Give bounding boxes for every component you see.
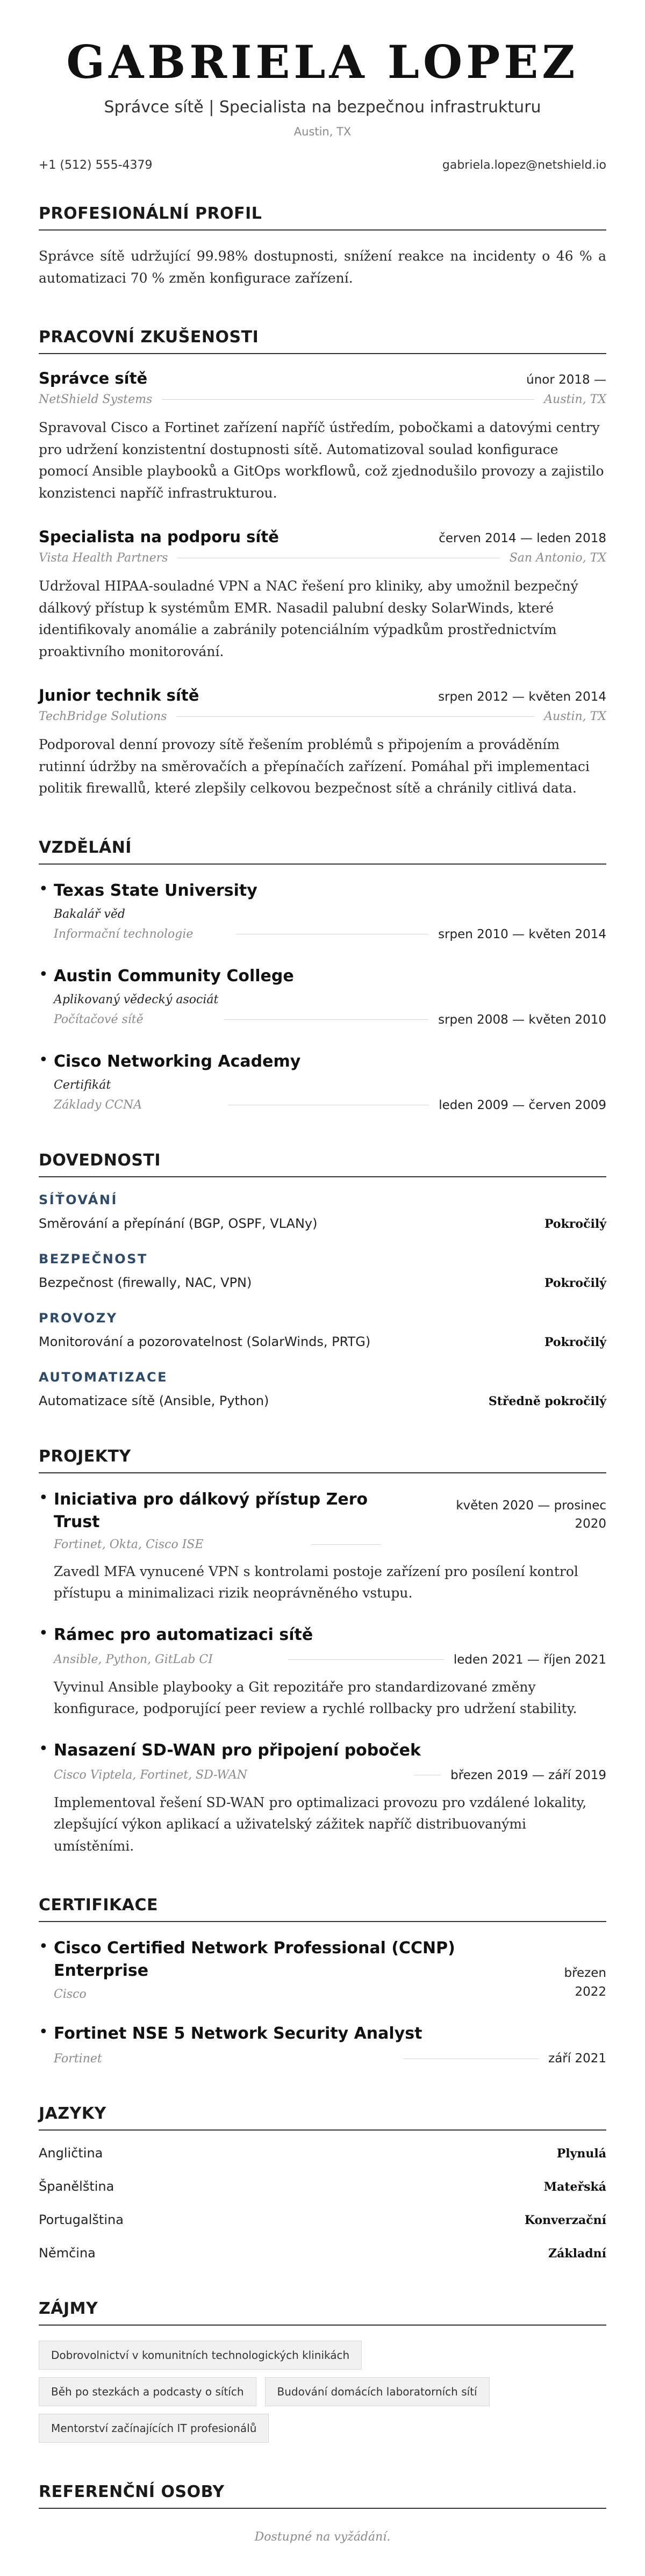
- project-date: [456, 1496, 606, 1534]
- job-location: Austin, TX: [544, 710, 606, 724]
- certification-name: • Fortinet NSE 5 Network Security Analyst: [54, 2024, 422, 2043]
- language-row: [39, 2179, 606, 2194]
- skill-name: Bezpečnost (firewally, NAC, VPN): [39, 1275, 252, 1290]
- candidate-location: Austin, TX: [293, 125, 352, 139]
- language-row: [39, 2246, 606, 2261]
- field-of-study: Počítačové sítě: [54, 1013, 144, 1027]
- skill-level: Středně pokročilý: [488, 1394, 606, 1408]
- job-date: červen 2014 — leden 2018: [439, 531, 606, 546]
- project-tech: Fortinet, Okta, Cisco ISE: [54, 1537, 204, 1551]
- leader-line: [162, 399, 534, 400]
- section-title: PROFESIONÁLNÍ PROFIL: [39, 204, 606, 231]
- certification-item: [39, 1937, 606, 2001]
- references-section: [39, 2483, 606, 2544]
- project-tech: Cisco Viptela, Fortinet, SD-WAN: [54, 1768, 248, 1782]
- leader-line: [176, 716, 534, 717]
- project-name: • Rámec pro automatizaci sítě: [54, 1625, 313, 1644]
- interest-chips-row: [39, 2414, 606, 2450]
- job-description: Spravoval Cisco a Fortinet zařízení napříč ústředím, pobočkami a datovými centry pro udržení konzistentní dostupnosti sítě. Automatizoval soulad konfigurace pomocí Ansible playbooků a GitOps workflowů, což zjednodušilo provozy a zajistilo konzistenci napříč infrastrukturou.: [39, 420, 604, 501]
- project-item: [39, 1488, 606, 1604]
- project-tech: Ansible, Python, GitLab CI: [54, 1653, 213, 1667]
- project-date-line: květen 2020 — prosinec: [456, 1498, 606, 1513]
- education-item: [39, 965, 606, 1027]
- degree-name: Aplikovaný vědecký asociát: [54, 992, 219, 1006]
- certification-issuer: Fortinet: [54, 2052, 102, 2066]
- field-of-study: Základy CCNA: [54, 1098, 142, 1112]
- skill-level: Pokročilý: [544, 1335, 606, 1349]
- section-title: ZÁJMY: [39, 2299, 606, 2326]
- leader-line: [311, 1544, 381, 1545]
- skill-category: AUTOMATIZACE: [39, 1369, 168, 1385]
- section-title: PRACOVNÍ ZKUŠENOSTI: [39, 328, 606, 354]
- candidate-name: GABRIELA LOPEZ: [66, 35, 579, 89]
- school-name: • Cisco Networking Academy: [54, 1052, 301, 1071]
- skill-name: Směrování a přepínání (BGP, OSPF, VLANy): [39, 1215, 318, 1231]
- project-date-line: 2020: [575, 1517, 606, 1531]
- job-location: San Antonio, TX: [509, 551, 606, 565]
- language-name: Portugalština: [39, 2212, 124, 2228]
- certification-date-line: 2022: [575, 1984, 606, 1999]
- skill-group: [39, 1311, 606, 1349]
- project-name: • Iniciativa pro dálkový přístup Zero Trust: [54, 1490, 368, 1531]
- education-date: leden 2009 — červen 2009: [439, 1098, 606, 1112]
- job-location: Austin, TX: [544, 393, 606, 407]
- skill-group: [39, 1251, 606, 1290]
- job-role: Správce sítě: [39, 369, 148, 388]
- education-date: srpen 2008 — květen 2010: [438, 1012, 606, 1027]
- language-level: Plynulá: [556, 2147, 606, 2161]
- section-title: REFERENČNÍ OSOBY: [39, 2483, 606, 2509]
- profile-section: [39, 204, 606, 289]
- skill-level: Pokročilý: [544, 1217, 606, 1231]
- certification-issuer: Cisco: [54, 1988, 87, 2002]
- interest-chip: Běh po stezkách a podcasty o sítích: [39, 2377, 256, 2406]
- language-level: Základní: [548, 2247, 606, 2261]
- certification-date: [564, 1964, 606, 2001]
- certifications-section: [39, 1896, 606, 2066]
- phone-number: +1 (512) 555-4379: [39, 159, 153, 172]
- job-role: Junior technik sítě: [39, 686, 199, 705]
- project-date: leden 2021 — říjen 2021: [453, 1652, 606, 1667]
- certification-item: [39, 2023, 606, 2066]
- job-description: Udržoval HIPAA-souladné VPN a NAC řešení pro kliniky, aby umožnil bezpečný dálkový přístup k systémům EMR. Nasadil palubní desky SolarWinds, které identifikovaly anomálie a zabránily potenciálním výpadkům prostřednictvím proaktivního monitorování.: [39, 578, 578, 659]
- certification-name: • Cisco Certified Network Professional (CCNP) Enterprise: [54, 1939, 455, 1981]
- section-title: JAZYKY: [39, 2104, 606, 2131]
- job-company: TechBridge Solutions: [39, 710, 167, 724]
- projects-section: [39, 1447, 606, 1858]
- project-description: Zavedl MFA vynucené VPN s kontrolami postoje zařízení pro posílení kontrol přístupu a minimalizaci rizik neoprávněného vstupu.: [54, 1563, 578, 1601]
- interest-chips-row: [39, 2377, 606, 2414]
- interest-chips: [39, 2341, 606, 2377]
- experience-item: [39, 686, 606, 800]
- job-description: Podporoval denní provozy sítě řešením problémů s připojením a prováděním rutinní údržby na směrovačích a přepínačích zařízení. Pomáhal při implementaci politik firewallů, které zlepšily celkovou bezpečnost sítě a chránily citlivá data.: [39, 737, 590, 796]
- job-company: NetShield Systems: [39, 393, 153, 407]
- project-name: • Nasazení SD-WAN pro připojení poboček: [54, 1740, 421, 1760]
- degree-name: Bakalář věd: [54, 907, 125, 921]
- resume-header: [39, 35, 606, 172]
- project-description: Implementoval řešení SD-WAN pro optimalizaci provozu pro vzdálené lokality, zlepšující výkon aplikací a uživatelský zážitek napříč distribuovanými umístěními.: [54, 1794, 587, 1854]
- education-date: srpen 2010 — květen 2014: [438, 927, 606, 941]
- school-name: • Austin Community College: [54, 966, 294, 985]
- skill-level: Pokročilý: [544, 1276, 606, 1290]
- project-description: Vyvinul Ansible playbooky a Git repozitáře pro standardizované změny konfigurace, podporující peer review a rychlé rollbacky pro udržení stability.: [54, 1679, 577, 1717]
- interests-section: [39, 2299, 606, 2450]
- language-row: [39, 2212, 606, 2227]
- email-address: gabriela.lopez@netshield.io: [442, 159, 606, 172]
- field-of-study: Informační technologie: [54, 927, 194, 941]
- skills-section: [39, 1151, 606, 1408]
- section-title: DOVEDNOSTI: [39, 1151, 606, 1177]
- skill-category: BEZPEČNOST: [39, 1251, 148, 1267]
- experience-item: [39, 369, 606, 504]
- skill-category: SÍŤOVÁNÍ: [39, 1192, 118, 1207]
- skill-group: [39, 1370, 606, 1408]
- experience-section: [39, 328, 606, 800]
- interest-chip: Mentorství začínajících IT profesionálů: [39, 2414, 269, 2443]
- language-level: Mateřská: [543, 2180, 606, 2194]
- project-item: [39, 1739, 606, 1858]
- certification-date-line: březen: [564, 1966, 606, 1981]
- section-title: CERTIFIKACE: [39, 1896, 606, 1922]
- job-company: Vista Health Partners: [39, 551, 168, 565]
- profile-text: Správce sítě udržující 99.98% dostupnosti, snížení reakce na incidenty o 46 % a automatizaci 70 % změn konfigurace zařízení.: [39, 248, 606, 286]
- interest-chip: Budování domácích laboratorních sítí: [265, 2377, 490, 2406]
- contact-row: [39, 159, 606, 172]
- experience-item: [39, 528, 606, 663]
- job-date: únor 2018 —: [526, 373, 606, 387]
- references-text: Dostupné na vyžádání.: [254, 2530, 391, 2544]
- job-date: srpen 2012 — květen 2014: [438, 690, 606, 704]
- language-name: Němčina: [39, 2246, 96, 2261]
- project-date: březen 2019 — září 2019: [450, 1768, 606, 1782]
- language-level: Konverzační: [524, 2213, 606, 2228]
- languages-section: [39, 2104, 606, 2261]
- education-section: [39, 838, 606, 1112]
- degree-name: Certifikát: [54, 1078, 111, 1092]
- language-name: Angličtina: [39, 2146, 103, 2161]
- education-item: [39, 1050, 606, 1112]
- language-name: Španělština: [39, 2179, 114, 2194]
- skill-group: [39, 1192, 606, 1231]
- project-item: [39, 1624, 606, 1720]
- school-name: • Texas State University: [54, 881, 257, 900]
- education-item: [39, 880, 606, 941]
- section-title: PROJEKTY: [39, 1447, 606, 1473]
- skill-name: Automatizace sítě (Ansible, Python): [39, 1393, 269, 1408]
- certification-date: září 2021: [548, 2052, 606, 2066]
- section-title: VZDĚLÁNÍ: [39, 838, 606, 865]
- interest-chip: Dobrovolnictví v komunitních technologických klinikách: [39, 2341, 362, 2370]
- skill-category: PROVOZY: [39, 1310, 118, 1326]
- skill-name: Monitorování a pozorovatelnost (SolarWinds, PRTG): [39, 1334, 371, 1349]
- leader-line: [288, 1659, 444, 1660]
- language-row: [39, 2146, 606, 2161]
- leader-line: [224, 1019, 428, 1020]
- candidate-headline: Správce sítě | Specialista na bezpečnou infrastrukturu: [104, 98, 541, 117]
- job-role: Specialista na podporu sítě: [39, 528, 279, 546]
